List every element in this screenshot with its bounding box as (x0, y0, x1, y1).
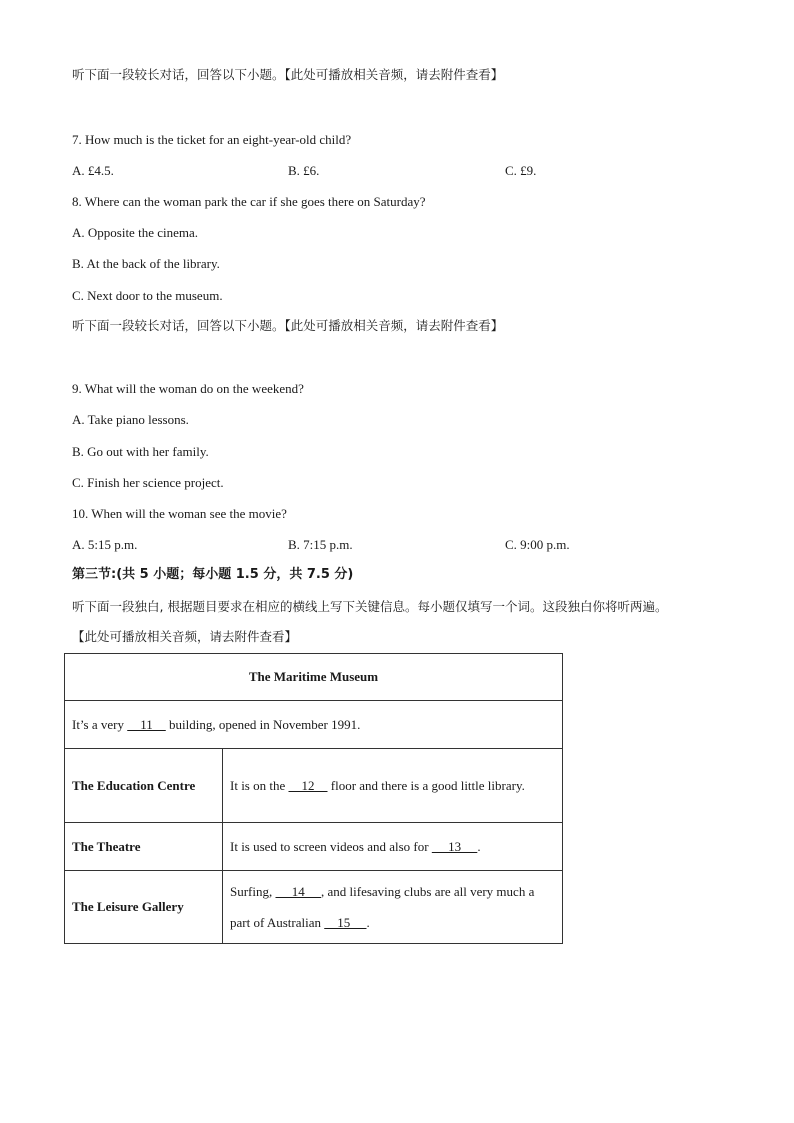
education-text-post: floor and there is a good little library. (327, 778, 525, 793)
listening-instruction-1: 听下面一段较长对话，回答以下小题。【此处可播放相关音频，请去附件查看】 (72, 67, 504, 82)
row-label-leisure-gallery: The Leisure Gallery (65, 871, 223, 944)
question-10-option-a: A. 5:15 p.m. (72, 537, 138, 552)
row-label-theatre: The Theatre (65, 823, 223, 871)
intro-text-post: building, opened in November 1991. (165, 716, 361, 732)
question-8-option-a: A. Opposite the cinema. (72, 225, 198, 240)
leisure-text-mid: , and lifesaving clubs are all very much a part of Australian (230, 884, 535, 930)
leisure-text-pre: Surfing, (230, 884, 276, 899)
table-intro-cell (65, 701, 563, 749)
blank-15[interactable]: 15 (324, 915, 367, 930)
question-9-option-a: A. Take piano lessons. (72, 412, 189, 427)
listening-instruction-2: 听下面一段较长对话，回答以下小题。【此处可播放相关音频，请去附件查看】 (72, 318, 504, 333)
question-10: 10. When will the woman see the movie? (72, 506, 287, 521)
row-content-theatre (223, 823, 563, 871)
section-3-description: 听下面一段独白, 根据题目要求在相应的横线上写下关键信息。每小题仅填写一个词。这段独白你将听两遍。 (72, 599, 668, 614)
section-3-title: 第三节:(共 5 小题；每小题 1.5 分，共 7.5 分) (72, 567, 354, 582)
row-content-leisure-gallery (223, 871, 563, 944)
question-7-option-b: B. £6. (288, 163, 320, 178)
question-9: 9. What will the woman do on the weekend? (72, 381, 304, 396)
intro-text-pre: It’s a very (72, 716, 128, 732)
blank-12[interactable]: 12 (288, 778, 328, 793)
row-content-education-centre (223, 749, 563, 823)
question-9-option-c: C. Finish her science project. (72, 475, 224, 490)
theatre-text-post: . (477, 838, 481, 854)
leisure-text-post: . (366, 915, 370, 930)
question-9-option-b: B. Go out with her family. (72, 444, 209, 459)
question-10-option-b: B. 7:15 p.m. (288, 537, 353, 552)
blank-14[interactable]: 14 (275, 884, 321, 899)
question-7-option-c: C. £9. (505, 163, 537, 178)
question-8-option-c: C. Next door to the museum. (72, 288, 223, 303)
maritime-museum-table (64, 653, 563, 944)
blank-11[interactable]: 11 (127, 716, 166, 732)
table-title: The Maritime Museum (65, 654, 563, 701)
question-7: 7. How much is the ticket for an eight-year-old child? (72, 132, 352, 147)
question-10-option-c: C. 9:00 p.m. (505, 537, 570, 552)
question-8: 8. Where can the woman park the car if she goes there on Saturday? (72, 194, 426, 209)
theatre-text-pre: It is used to screen videos and also for (230, 838, 432, 854)
education-text-pre: It is on the (230, 778, 289, 793)
question-8-option-b: B. At the back of the library. (72, 256, 220, 271)
row-label-education-centre: The Education Centre (65, 749, 223, 823)
question-7-option-a: A. £4.5. (72, 163, 114, 178)
section-3-audio-note: 【此处可播放相关音频，请去附件查看】 (72, 629, 298, 644)
blank-13[interactable]: 13 (431, 838, 478, 854)
